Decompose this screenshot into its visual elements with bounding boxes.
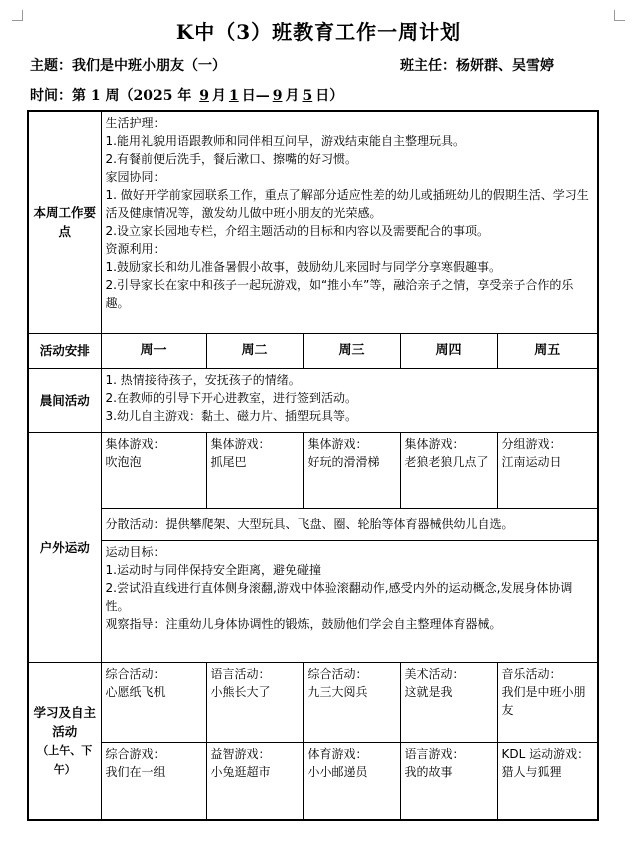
focus-line: 2.引导家长在家中和孩子一起玩游戏，如“推小车”等，融洽亲子之情，享受亲子合作的乐趣。: [105, 278, 574, 310]
day-header: 周二: [206, 333, 303, 368]
month-char-1: 月: [211, 88, 226, 104]
activity-name: 猎人与狐狸: [501, 764, 562, 779]
start-month: 9: [199, 88, 209, 104]
theme-line: [30, 55, 226, 75]
activity-type: 综合游戏：: [105, 746, 166, 761]
am-activity-cell: [400, 662, 497, 742]
activity-type: 综合活动：: [105, 666, 166, 681]
time-line: [30, 85, 343, 105]
game-name: 吹泡泡: [105, 454, 142, 469]
study-sub-label: （上午、下午）: [37, 743, 93, 776]
am-activity-cell: [303, 662, 400, 742]
goal-line: 观察指导：注重幼儿身体协调性的锻炼，鼓励他们学会自主整理体育器械。: [105, 616, 502, 631]
focus-line: 家园协同：: [105, 170, 166, 184]
game-type: 集体游戏：: [404, 436, 465, 451]
month-char-2: 月: [285, 88, 300, 104]
game-name: 江南运动日: [501, 454, 562, 469]
theme-label: 主题：: [30, 58, 72, 74]
pm-activity-cell: [206, 742, 303, 820]
am-activity-cell: [206, 662, 303, 742]
focus-line: 资源利用：: [105, 242, 166, 256]
activity-name: 小熊长大了: [210, 684, 271, 699]
pm-activity-cell: [101, 742, 206, 820]
game-type: 集体游戏：: [210, 436, 271, 451]
focus-line: 1.能用礼貌用语跟教师和同伴相互问早，游戏结束能自主整理玩具。: [105, 134, 465, 148]
focus-label: 本周工作要点: [28, 111, 101, 333]
day-header: 周五: [497, 333, 598, 368]
goal-line: 1.运动时与同伴保持安全距离，避免碰撞: [105, 562, 321, 577]
day-close: 日）: [315, 88, 344, 104]
goal-line: 运动目标：: [105, 544, 166, 559]
end-day: 5: [302, 88, 313, 104]
morning-label: 晨间活动: [28, 368, 101, 432]
study-label: 学习及自主活动: [33, 704, 96, 739]
morning-content: [101, 368, 598, 432]
activity-name: 心愿纸飞机: [105, 684, 166, 699]
activity-type: 体育游戏：: [307, 746, 368, 761]
study-label-cell: [28, 662, 101, 820]
time-label: 时间：: [30, 88, 72, 104]
activity-name: 九三大阅兵: [307, 684, 368, 699]
activity-type: 音乐活动：: [501, 666, 562, 681]
schedule-label: 活动安排: [28, 333, 101, 368]
focus-line: 1.鼓励家长和幼儿准备暑假小故事，鼓励幼儿来园时与同学分享寒假趣事。: [105, 260, 501, 274]
activity-type: 语言活动：: [210, 666, 271, 681]
day-to: 日—: [241, 88, 270, 104]
theme-value: 我们是中班小朋友（一）: [72, 58, 226, 74]
focus-row: [28, 111, 598, 333]
game-name: 老狼老狼几点了: [404, 454, 489, 469]
teacher-names: 杨妍群、吴雪婷: [456, 58, 554, 74]
activity-name: 这就是我: [404, 684, 453, 699]
outdoor-game-cell: [206, 432, 303, 508]
outdoor-game-cell: [400, 432, 497, 508]
focus-content: [101, 111, 598, 333]
focus-line: 2.设立家长园地专栏，介绍主题活动的目标和内容以及需要配合的事项。: [105, 224, 489, 238]
teacher-label: 班主任：: [400, 58, 456, 74]
schedule-row: [28, 333, 598, 368]
am-activities-row: [28, 662, 598, 742]
game-type: 分组游戏：: [501, 436, 562, 451]
goal-content: [101, 540, 598, 662]
outdoor-game-cell: [497, 432, 598, 508]
activity-type: 美术活动：: [404, 666, 465, 681]
activity-name: 小小邮递员: [307, 764, 368, 779]
morning-row: [28, 368, 598, 432]
activity-type: KDL 运动游戏：: [501, 746, 590, 761]
activity-name: 我的故事: [404, 764, 453, 779]
day-header: 周一: [101, 333, 206, 368]
scatter-row: [28, 508, 598, 540]
scatter-activity: 分散活动：提供攀爬架、大型玩具、飞盘、圈、轮胎等体育器械供幼儿自选。: [101, 508, 598, 540]
activity-name: 小兔逛超市: [210, 764, 271, 779]
focus-line: 2.有餐前便后洗手，餐后漱口、擦嘴的好习惯。: [105, 152, 357, 166]
outdoor-game-cell: [303, 432, 400, 508]
am-activity-cell: [497, 662, 598, 742]
activity-type: 语言游戏：: [404, 746, 465, 761]
document-title: K中（3）班教育工作一周计划: [175, 20, 462, 44]
day-header: 周三: [303, 333, 400, 368]
outdoor-label: 户外运动: [28, 432, 101, 662]
end-month: 9: [272, 88, 283, 104]
pm-activity-cell: [497, 742, 598, 820]
activity-name: 我们是中班小朋友: [501, 684, 586, 717]
focus-line: 生活护理：: [105, 116, 166, 130]
day-header: 周四: [400, 333, 497, 368]
pm-activities-row: [28, 742, 598, 820]
week-text: 第 1 周（2025 年: [72, 88, 192, 104]
outdoor-games-row: [28, 432, 598, 508]
game-name: 抓尾巴: [210, 454, 247, 469]
am-activity-cell: [101, 662, 206, 742]
game-type: 集体游戏：: [105, 436, 166, 451]
game-name: 好玩的滑滑梯: [307, 454, 380, 469]
goal-row: [28, 540, 598, 662]
start-day: 1: [228, 88, 239, 104]
goal-line: 2.尝试沿直线进行直体侧身滚翻,游戏中体验滚翻动作,感受内外的运动概念,发展身体协调性。: [105, 580, 573, 613]
activity-type: 益智游戏：: [210, 746, 271, 761]
outdoor-game-cell: [101, 432, 206, 508]
pm-activity-cell: [400, 742, 497, 820]
focus-line: 1. 做好开学前家园联系工作，重点了解部分适应性差的幼儿或插班幼儿的假期生活、学习生活及健康情况等，激发幼儿做中班小朋友的光荣感。: [105, 188, 589, 220]
weekly-plan-table: [27, 110, 599, 821]
teacher-line: [400, 55, 554, 75]
game-type: 集体游戏：: [307, 436, 368, 451]
morning-line: 3.幼儿自主游戏：黏土、磁力片、插塑玩具等。: [105, 408, 357, 423]
pm-activity-cell: [303, 742, 400, 820]
activity-name: 我们在一组: [105, 764, 166, 779]
morning-line: 1. 热情接待孩子，安抚孩子的情绪。: [105, 372, 301, 387]
morning-line: 2.在教师的引导下开心进教室，进行签到活动。: [105, 390, 357, 405]
activity-type: 综合活动：: [307, 666, 368, 681]
